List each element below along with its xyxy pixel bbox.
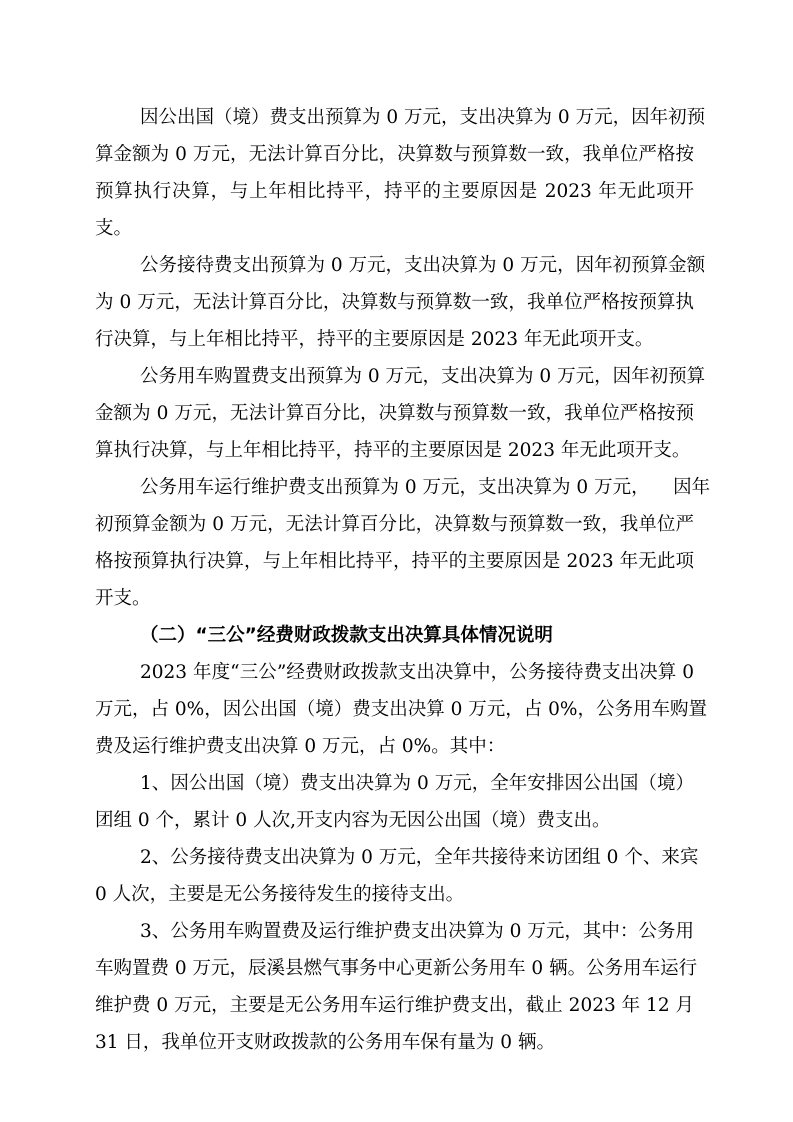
text-line: 3、公务用车购置费及运行维护费支出决算为 0 万元，其中：公务用 [140,921,694,942]
paragraph-line [0,954,793,984]
text-line: 因公出国（境）费支出预算为 0 万元，支出决算为 0 万元，因年初预 [140,107,706,128]
paragraph-line [0,584,793,614]
paragraph-line [0,732,793,762]
paragraph-line [0,547,793,577]
paragraph-line [0,510,793,540]
text-line: 格按预算执行决算，与上年相比持平，持平的主要原因是 2023 年无此项 [95,551,694,572]
text-line: 团组 0 个，累计 0 人次,开支内容为无因公出国（境）费支出。 [95,810,611,831]
text-line: 公务用车购置费支出预算为 0 万元，支出决算为 0 万元，因年初预算 [140,366,706,387]
paragraph-line [0,769,793,799]
text-line: 车购置费 0 万元，辰溪县燃气事务中心更新公务用车 0 辆。公务用车运行 [95,958,698,979]
paragraph-line [0,473,793,503]
paragraph-line [0,695,793,725]
section-heading [0,621,793,651]
paragraph-line [0,140,793,170]
text-line: 公务用车运行维护费支出预算为 0 万元，支出决算为 0 万元， 因年 [140,477,711,498]
text-line: 预算执行决算，与上年相比持平，持平的主要原因是 2023 年无此项开 [95,181,694,202]
text-line: 支。 [95,218,133,239]
paragraph-line [0,214,793,244]
text-line: 金额为 0 万元，无法计算百分比，决算数与预算数一致，我单位严格按预 [95,403,694,424]
text-line: 公务接待费支出预算为 0 万元，支出决算为 0 万元，因年初预算金额 [140,255,706,276]
paragraph-line [0,325,793,355]
text-line: 31 日，我单位开支财政拨款的公务用车保有量为 0 辆。 [95,1032,555,1053]
paragraph-line [0,251,793,281]
text-line: 维护费 0 万元，主要是无公务用车运行维护费支出，截止 2023 年 12 月 [95,995,694,1016]
section-heading-text: （二）“三公”经费财政拨款支出决算具体情况说明 [140,625,553,646]
paragraph-line [0,399,793,429]
text-line: 算金额为 0 万元，无法计算百分比，决算数与预算数一致，我单位严格按 [95,144,694,165]
paragraph-line [0,103,793,133]
paragraph-line [0,1028,793,1058]
paragraph-line [0,917,793,947]
paragraph-line [0,177,793,207]
text-line: 万元，占 0%，因公出国（境）费支出决算 0 万元，占 0%，公务用车购置 [95,699,707,720]
text-line: 0 人次，主要是无公务接待发生的接待支出。 [95,884,465,905]
paragraph-line [0,843,793,873]
paragraph-line [0,880,793,910]
text-line: 开支。 [95,588,151,609]
paragraph-line [0,658,793,688]
paragraph-line [0,436,793,466]
text-line: 为 0 万元，无法计算百分比，决算数与预算数一致，我单位严格按预算执 [95,292,694,313]
paragraph-line [0,288,793,318]
paragraph-line [0,362,793,392]
text-line: 算执行决算，与上年相比持平，持平的主要原因是 2023 年无此项开支。 [95,440,691,461]
text-line: 2、公务接待费支出决算为 0 万元，全年共接待来访团组 0 个、来宾 [140,847,699,868]
paragraph-line [0,991,793,1021]
text-line: 行决算，与上年相比持平，持平的主要原因是 2023 年无此项开支。 [95,329,654,350]
text-line: 2023 年度“三公”经费财政拨款支出决算中，公务接待费支出决算 0 [140,662,694,683]
text-line: 初预算金额为 0 万元，无法计算百分比，决算数与预算数一致，我单位严 [95,514,694,535]
text-line: 费及运行维护费支出决算 0 万元，占 0%。其中： [95,736,506,757]
paragraph-line [0,806,793,836]
text-line: 1、因公出国（境）费支出决算为 0 万元，全年安排因公出国（境） [140,773,694,794]
